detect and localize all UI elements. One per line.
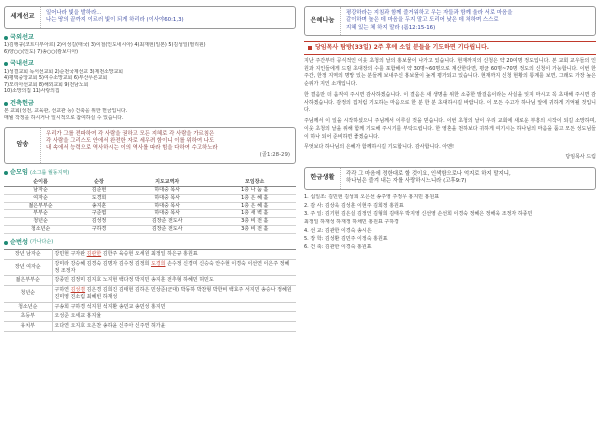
verse-line: 각 사람을 그리스도 안에서 완전한 자로 세우려 함이니 이를 위하여 나도 <box>46 137 215 144</box>
announcement-banner <box>304 41 596 55</box>
group-name-cell: 장년 여자순 <box>4 259 52 276</box>
table-row <box>4 210 296 218</box>
table-row <box>4 302 296 312</box>
domestic-line: 1)성결교회 독서선교회 2)순천국제선교 3)제천소망교회 <box>4 68 123 75</box>
column-header: 모임장소 <box>213 179 296 187</box>
mission-line: 6)양○○(인도) 7)송○○(캄보디아) <box>4 48 79 55</box>
table-row <box>4 194 296 202</box>
bullet-icon <box>4 62 8 66</box>
group-name-cell: 청소년순 <box>4 302 52 312</box>
group-name-cell: 청년순 <box>4 286 52 303</box>
verse-line: 일어나라 빛을 발하라... <box>46 10 102 16</box>
world-mission-box <box>4 6 296 29</box>
highlighted-name: 도경희 <box>150 260 166 267</box>
build-line: 매월 작정을 하시거나 일시적으로 참여하실 수 있습니다. <box>4 114 124 121</box>
table-cell: 1층 나 눔 홀 <box>213 187 296 195</box>
letter-paragraph: 한 결음만 더 움직여 주시면 감사하겠습니다. 이 결음은 새 생명을 위한 소중한 발걸음이라는 사실을 잊지 마시고 꼭 초대해 주시면 감사하겠습니다. 감정의 집처럼 기도하는 마음으로 한 분 한 분 초대하시길 바랍니다. 이 모든 수고가 하나님 앞에 귀하게 기억될 것입니다. <box>304 91 596 114</box>
highlighted-name: 김관한 <box>86 251 102 258</box>
table-cell: 하대중 목사 <box>121 210 214 218</box>
table-cell: 하대중 목사 <box>121 194 214 202</box>
section-title: 건축헌금 <box>10 99 34 107</box>
bullet-icon <box>4 36 8 40</box>
table-row <box>4 187 296 195</box>
table-cell: 1층 은 혜 홀 <box>213 194 296 202</box>
verse-line: 지혜 있는 체 하지 말라 (롬12:15-16) <box>346 24 436 31</box>
list-item: 1. 십일조: 김민현 김성희 오은선 송주영 주정우 홍지민 홍원표 <box>304 194 440 201</box>
section-title: 순번성 <box>10 238 28 246</box>
verse-line: 내 속에서 능력으로 역사하시는 이의 역사를 따라 힘을 다하여 수고하노라 <box>46 145 218 152</box>
members-cell: 오성준 오세교 홍지율 <box>52 312 296 322</box>
table-row <box>4 218 296 226</box>
group-name-cell: 초등부 <box>4 312 52 322</box>
build-line: 본 교회(성전, 교육관, 선교관 등) 건축을 위한 헌금입니다. <box>4 108 128 115</box>
table-row <box>4 259 296 276</box>
verse-line: 나는 땅의 끝까지 이르러 빛이 되게 하리라 (이사야60:1,3) <box>46 17 184 24</box>
letter-paragraph: 무엇보다 하나님의 은혜가 함께하시길 기도합니다. 감사합니다. 아멘! <box>304 144 454 151</box>
list-item: 3. 주 일: 김기현 김은실 김정인 김형희 김태우 박지영 신선영 손선희 이경숙 정혜은 정해욱 조정자 하종민 <box>304 211 533 218</box>
verse-line: 각각 그 마음에 정한대로 할 것이요, 인색함으로나 억지로 하지 말지니, <box>346 170 511 177</box>
table-cell: 구준엽 <box>77 210 121 218</box>
list-item: 6. 건 축: 김관한 이경숙 홍원표 <box>304 244 372 251</box>
world-mission-label: 세계선교 <box>5 7 41 28</box>
section-title: 순모임 <box>10 168 28 176</box>
grace-sharing-box <box>304 6 596 36</box>
table-cell: 김장준 전도사 <box>121 225 214 233</box>
letter-paragraph: 지난 주간부터 공식적인 이웃 초청의 날의 홍보물이 나가고 있습니다. 현재까지의 신청은 약 20여명 정도입니다. 본 교회 교우들의 인원과 지인들에게 드릴 초대장의 수를 포함해서 약 30명~60명으로 계산한다면, 평균 60명~70명 정도의 신청이 가능합니다. 이번 한 주간, 한정 지역의 명망 있는 분들께 보내주신 홍보물이 높게 평가되고 있습니다. 현재까지 신청 현황의 통계를 보면, 그래도 가장 높은 순위가 지인 소개입니다. <box>304 57 596 88</box>
memory-verse-text <box>41 128 295 163</box>
verse-reference: (골1:28-29) <box>259 152 290 159</box>
domestic-line: 4)평택중앙교회 5)여수소망교회 6)부산푸른교회 <box>4 75 108 82</box>
list-item: 5. 장 학: 김성환 김민주 이정숙 홍원표 <box>304 236 388 243</box>
table-cell: 부부순 <box>4 210 77 218</box>
table-cell: 하대중 목사 <box>121 187 214 195</box>
schedule-table <box>4 249 296 332</box>
building-fund-section <box>4 100 296 122</box>
column-header: 지도교역자 <box>121 179 214 187</box>
table-cell: 김성정 <box>77 218 121 226</box>
verse-line: 하나님은 즐겨 내는 자를 사랑하시느니라 (고후9:7) <box>346 178 467 185</box>
table-row <box>4 250 296 260</box>
members-cell: 오다연 오지호 오은찬 송하윤 신주아 신주연 허가윤 <box>52 322 296 332</box>
table-row <box>4 225 296 233</box>
table-header-row <box>4 179 296 187</box>
group-name-cell: 젊은부부순 <box>4 276 52 286</box>
grace-sharing-verse <box>341 7 595 35</box>
letter-paragraph: 주님께서 이 일을 시작하셨으니 주님께서 이루실 것을 믿습니다. 이번 초청의 날이 우리 교회에 새로운 부흥의 시작이 되길 소망하며, 이웃 초청의 날을 위해 함께 기도해 주시기를 부탁드립니다. 한 영혼을 천하보다 귀하게 여기시는 하나님의 마음을 품고 모든 성도님들이 하나 되어 준비하면 좋겠습니다. <box>304 118 596 140</box>
table-cell: 김준현 <box>77 187 121 195</box>
column-header: 순이름 <box>4 179 77 187</box>
world-mission-verse <box>41 7 295 28</box>
table-cell: 도경희 <box>77 194 121 202</box>
square-bullet-icon <box>308 46 312 50</box>
verse-line: 우리가 그를 전파하여 각 사람을 권하고 모든 지혜로 각 사람을 가르침은 <box>46 130 215 137</box>
members-cell: 강종민 김정미 김지호 노지현 백다정 박지민 송지훈 전추형 하혜민 허민도 <box>52 276 296 286</box>
table-cell: 송지훈 <box>77 202 121 210</box>
table-row <box>4 202 296 210</box>
small-groups-section <box>4 169 296 234</box>
table-row <box>4 322 296 332</box>
bullet-icon <box>4 102 8 106</box>
verse-line: 평강하라는 지침과 함께 즐거워하고 우는 자들과 함께 울라 서로 마음을 <box>346 10 513 16</box>
group-name-cell: 유치부 <box>4 322 52 332</box>
list-item: 최정일 하재성 하재정 하채민 홍원표 구하경 <box>304 219 399 226</box>
table-cell: 젊은부부순 <box>4 202 77 210</box>
table-row <box>4 312 296 322</box>
domestic-line: 7)모리아선교회 8)해외교회 9)전남노회 <box>4 81 89 88</box>
column-header: 순장 <box>77 179 121 187</box>
section-subtitle: (가나다순) <box>29 239 54 246</box>
table-cell: 여자순 <box>4 194 77 202</box>
bullet-icon <box>4 241 8 245</box>
pastor-letter <box>304 58 596 161</box>
table-cell: 3층 비 전 홀 <box>213 218 296 226</box>
group-name-cell: 장년 남자순 <box>4 250 52 260</box>
offering-box <box>304 167 596 190</box>
list-item: 2. 감 사: 김상욱 김성훈 이현주 김희정 홍원표 <box>304 202 404 209</box>
offering-verse <box>341 168 595 189</box>
table-cell: 김장준 전도사 <box>121 218 214 226</box>
section-subtitle: (소그룹 월동지역) <box>29 169 70 176</box>
section-title: 국외선교 <box>10 33 34 41</box>
schedule-section <box>4 239 296 332</box>
banner-text: 당임목사 탐방(33일) 2주 후에 소일 분들을 기도하면 기다립니다. <box>315 43 490 51</box>
table-cell: 청년순 <box>4 218 77 226</box>
groups-table <box>4 179 296 234</box>
offering-list <box>304 194 596 252</box>
verse-line: 같이하며 높은 데 마음을 두지 말고 도리어 낮은 데 처하며 스스로 <box>346 17 499 24</box>
table-row <box>4 276 296 286</box>
domestic-line: 10)소망의집 11)사랑의집 <box>4 88 60 95</box>
section-title: 국내선교 <box>10 60 34 68</box>
memory-verse-label: 암송 <box>5 128 41 163</box>
members-cell: 구송희 구하경 석지원 석지환 송민교 송민성 홍지민 <box>52 302 296 312</box>
domestic-mission-section <box>4 60 296 95</box>
memory-verse-box <box>4 127 296 164</box>
mission-line: 1)김행규(코트디부아르) 2)이성길(태국) 3)이철(인도네시아) 4)최재현(일본) 5)김성일(필리핀) <box>4 41 206 48</box>
letter-signature: 당임목사 드림 <box>565 154 596 161</box>
overseas-mission-section <box>4 34 296 56</box>
offering-label: 한금생활 <box>305 168 341 189</box>
bullet-icon <box>4 171 8 175</box>
table-row <box>4 286 296 303</box>
left-column <box>4 6 296 332</box>
grace-sharing-label: 은혜나눔 <box>305 7 341 35</box>
right-column <box>304 6 596 252</box>
table-cell: 하대중 목사 <box>121 202 214 210</box>
table-cell: 남자순 <box>4 187 77 195</box>
table-cell: 3층 비 전 홀 <box>213 225 296 233</box>
table-cell: 1층 새 벽 홀 <box>213 210 296 218</box>
table-cell: 1층 은 혜 홀 <box>213 202 296 210</box>
members-cell: 강미라 강승혜 김경숙 김명자 김수정 김정희 도경희 손수정 신경미 신승숙 안수현 이경숙 이선연 이은주 정혜정 조정자 <box>52 259 296 276</box>
table-cell: 구하경 <box>77 225 121 233</box>
list-item: 4. 선 교: 김관한 이경숙 송시은 <box>304 227 372 234</box>
members-cell: 구하연 김성겸 김은경 김희진 김태현 김하은 민상준(군대) 박동하 박찬형 박한비 백효주 서지민 송승나 정혜원 진미영 진소림 최혜빈 하재성 <box>52 286 296 303</box>
table-cell: 청소년순 <box>4 225 77 233</box>
members-cell: 강민현 구자완 김관한 김한주 육승현 오세원 최정일 하은규 홍원표 <box>52 250 296 260</box>
highlighted-name: 김성겸 <box>70 287 86 294</box>
